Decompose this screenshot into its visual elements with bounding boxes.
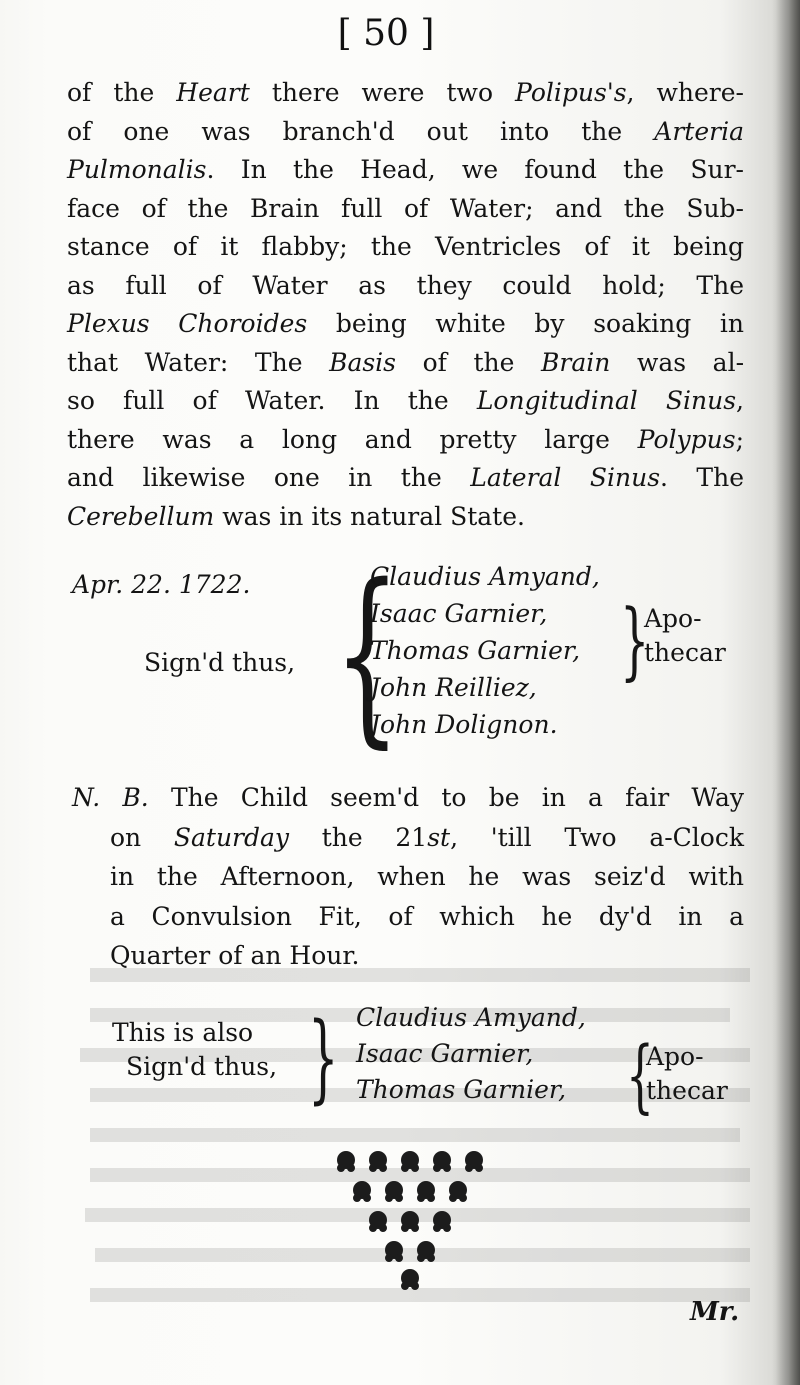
fleuron-row-1 bbox=[337, 1151, 483, 1172]
label-line: Sign'd thus, bbox=[126, 1052, 278, 1081]
text-line: Pulmonalis. In the Head, we found the Sur- bbox=[67, 155, 744, 184]
signed-label: Sign'd thus, bbox=[144, 648, 296, 677]
left-brace-icon: } bbox=[308, 1002, 339, 1114]
fleuron-row-2 bbox=[353, 1181, 467, 1202]
nb-note bbox=[72, 778, 744, 976]
signatory-name: John Dolignon. bbox=[370, 710, 558, 739]
fleuron-row-4 bbox=[385, 1241, 435, 1262]
right-brace-icon: { bbox=[626, 1029, 654, 1122]
role-line: thecar bbox=[646, 1076, 728, 1105]
role-label bbox=[646, 1040, 728, 1108]
text-line: as full of Water as they could hold; The bbox=[67, 270, 744, 300]
role-line: thecar bbox=[644, 638, 726, 667]
text-line bbox=[72, 778, 744, 818]
date: Apr. 22. 1722. bbox=[72, 570, 251, 599]
catchword: Mr. bbox=[690, 1297, 740, 1327]
role-label bbox=[644, 602, 726, 670]
text-line: Plexus Choroides being white by soaking in bbox=[67, 309, 745, 338]
text-line: there was a long and pretty large Polypus; bbox=[67, 424, 744, 454]
role-line: Apo- bbox=[644, 604, 702, 633]
page-number: [ 50 ] bbox=[337, 13, 435, 54]
signatory-list bbox=[356, 1000, 586, 1108]
text-line: of the Heart there were two Polipus's, where- bbox=[67, 78, 744, 107]
signatory-name: Claudius Amyand, bbox=[370, 562, 600, 591]
right-brace-icon: } bbox=[620, 591, 650, 689]
text-line: so full of Water. In the Longitudinal Sinus, bbox=[67, 386, 744, 415]
also-signed-label bbox=[112, 1016, 277, 1084]
text-line: on Saturday the 21st, 'till Two a-Clock bbox=[110, 822, 744, 852]
signatory-name: Thomas Garnier, bbox=[370, 636, 581, 665]
nb-line: The Child seem'd to be in a fair Way bbox=[170, 783, 744, 812]
signatory-name: Claudius Amyand, bbox=[356, 1003, 586, 1032]
signatory-list bbox=[370, 558, 600, 743]
signatory-name: Thomas Garnier, bbox=[356, 1075, 567, 1104]
text-line: in the Afternoon, when he was seiz'd with bbox=[110, 862, 744, 891]
second-signature-block bbox=[112, 1000, 752, 1120]
signatory-name: Isaac Garnier, bbox=[370, 599, 548, 628]
fleuron-row-5 bbox=[401, 1269, 419, 1290]
text-line: a Convulsion Fit, of which he dy'd in a bbox=[110, 901, 744, 931]
label-line: This is also bbox=[112, 1018, 254, 1047]
signatory-name: Isaac Garnier, bbox=[356, 1039, 534, 1068]
text-line: stance of it flabby; the Ventricles of it being bbox=[67, 232, 744, 261]
page-edge-shadow bbox=[772, 0, 800, 1385]
text-line: Quarter of an Hour. bbox=[110, 941, 360, 970]
left-brace-icon: { bbox=[334, 544, 401, 765]
fleuron-ornament-icon bbox=[330, 1148, 490, 1298]
text-line: of one was branch'd out into the Arteria bbox=[67, 116, 744, 146]
fleuron-row-3 bbox=[369, 1211, 451, 1232]
main-paragraph bbox=[67, 74, 744, 536]
text-line: that Water: The Basis of the Brain was al- bbox=[67, 347, 745, 377]
text-line: face of the Brain full of Water; and the Sub- bbox=[67, 193, 744, 223]
text-line: and likewise one in the Lateral Sinus. The bbox=[67, 463, 745, 492]
nb-label: N. B. bbox=[72, 783, 149, 812]
first-signature-block bbox=[72, 544, 752, 765]
role-line: Apo- bbox=[646, 1042, 704, 1071]
signatory-name: John Reilliez, bbox=[370, 673, 537, 702]
text-line: Cerebellum was in its natural State. bbox=[67, 501, 525, 531]
